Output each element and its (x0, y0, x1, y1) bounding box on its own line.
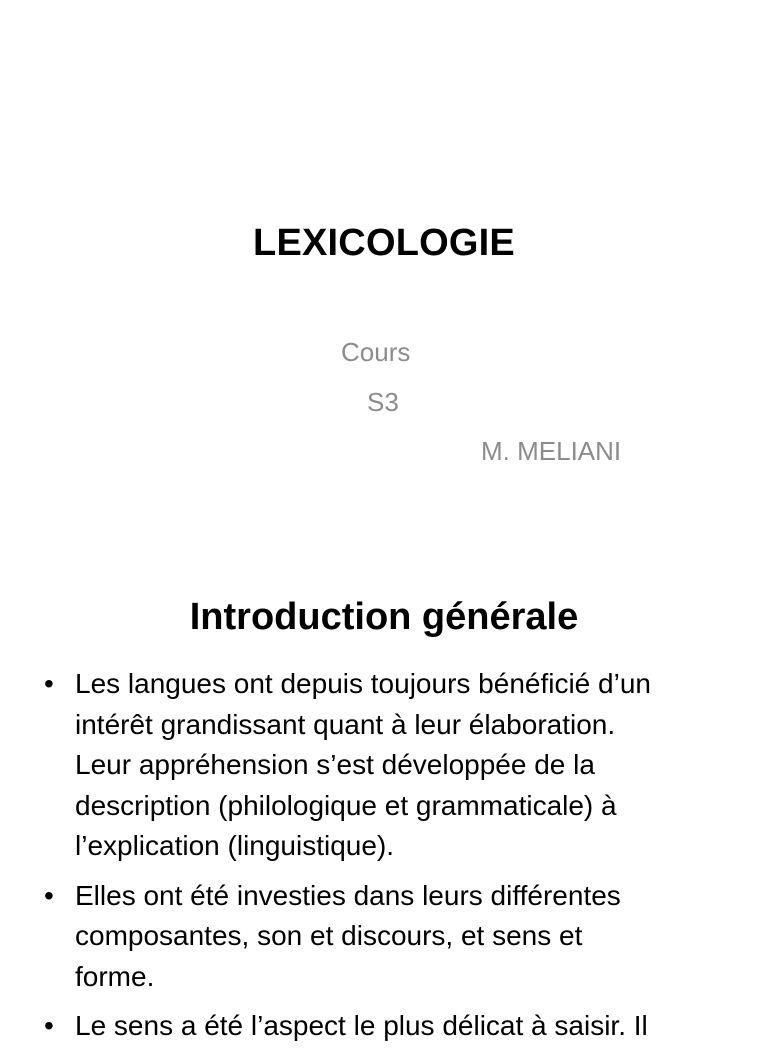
bullet-line: Elles ont été investies dans leurs différentes (75, 879, 621, 911)
bullet-icon: • (44, 668, 54, 699)
bullet-item (0, 1006, 768, 1047)
subtitle-course: Cours (341, 337, 411, 367)
introduction-slide (0, 576, 768, 1041)
bullet-item (0, 664, 768, 867)
bullet-icon: • (44, 1010, 54, 1041)
bullet-icon: • (44, 879, 54, 911)
bullet-line: forme. (75, 960, 155, 992)
bullet-list (0, 664, 768, 1056)
bullet-line: Les langues ont depuis toujours bénéficié d’un (75, 668, 651, 699)
bullet-line: composantes, son et discours, et sens et (75, 920, 583, 951)
bullet-line: Le sens a été l’aspect le plus délicat à saisir. Il (75, 1010, 648, 1041)
slide-title: LEXICOLOGIE (253, 222, 515, 264)
bullet-line: intérêt grandissant quant à leur élaboration. (75, 708, 616, 740)
bullet-line: description (philologique et grammaticale) à (75, 789, 617, 821)
introduction-title: Introduction générale (189, 596, 579, 638)
bullet-line: Leur appréhension s’est développée de la (75, 749, 595, 780)
subtitle-author: M. MELIANI (481, 436, 622, 466)
bullet-item (0, 876, 768, 998)
subtitle-semester: S3 (367, 387, 399, 417)
bullet-line: l’explication (linguistique). (75, 830, 395, 861)
